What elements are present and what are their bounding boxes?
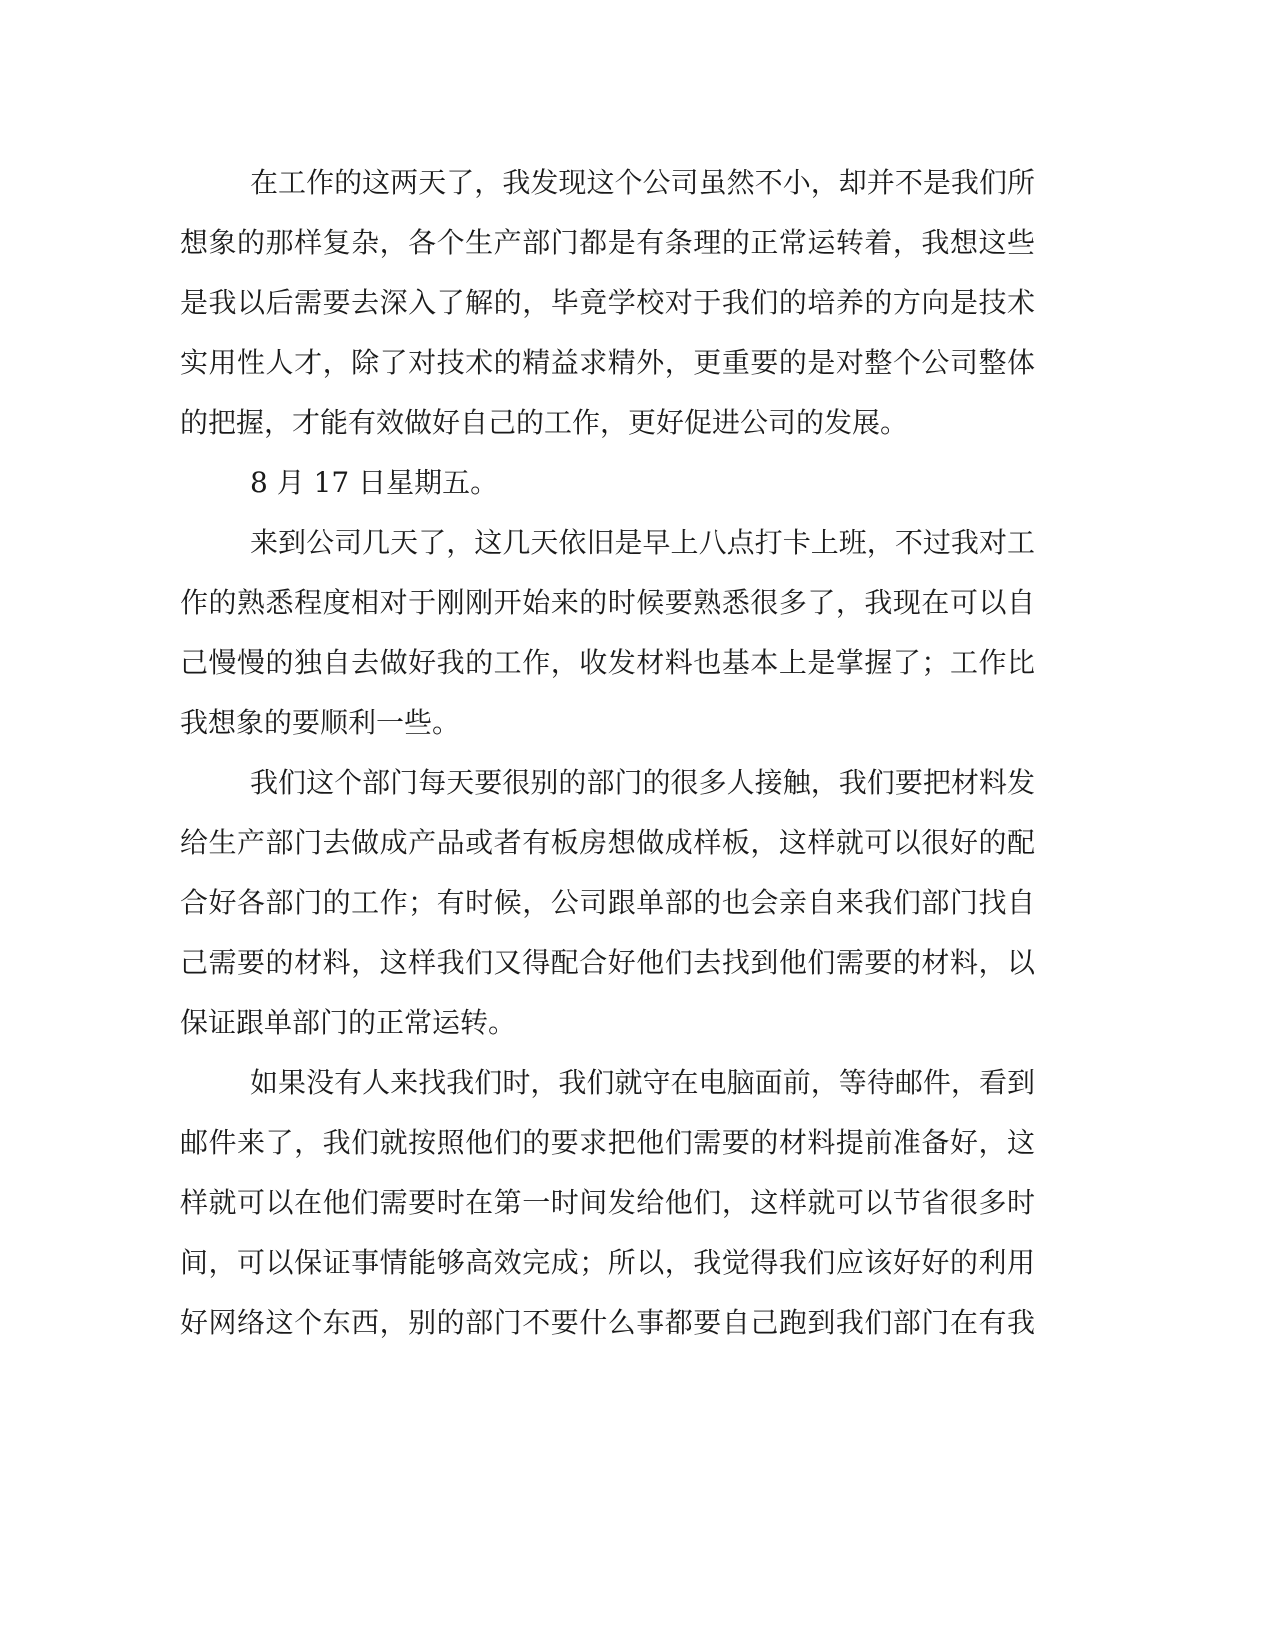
text-line: 在工作的这两天了，我发现这个公司虽然不小，却并不是我们所 [250,166,1035,199]
text-line: 如果没有人来找我们时，我们就守在电脑面前，等待邮件，看到 [250,1066,1035,1099]
text-line: 保证跟单部门的正常运转。 [180,1006,517,1039]
text-line: 合好各部门的工作；有时候，公司跟单部的也会亲自来我们部门找自 [180,886,1035,919]
document-page [180,153,1035,1353]
text-line: 好网络这个东西，别的部门不要什么事都要自己跑到我们部门在有我 [180,1306,1035,1339]
text-line: 给生产部门去做成产品或者有板房想做成样板，这样就可以很好的配 [180,826,1035,859]
paragraph-4 [180,1053,1035,1353]
paragraph-1 [180,153,1035,453]
paragraph-date [180,453,1035,513]
text-line: 想象的那样复杂，各个生产部门都是有条理的正常运转着，我想这些 [180,226,1035,259]
text-line: 己慢慢的独自去做好我的工作，收发材料也基本上是掌握了；工作比 [180,646,1035,679]
date-line: 8 月 17 日星期五。 [250,466,499,499]
paragraph-2 [180,513,1035,753]
text-line: 实用性人才，除了对技术的精益求精外，更重要的是对整个公司整体 [180,346,1035,379]
paragraph-3 [180,753,1035,1053]
text-line: 样就可以在他们需要时在第一时间发给他们，这样就可以节省很多时 [180,1186,1035,1219]
text-line: 我想象的要顺利一些。 [180,706,461,739]
text-line: 来到公司几天了，这几天依旧是早上八点打卡上班，不过我对工 [250,526,1035,559]
text-line: 的把握，才能有效做好自己的工作，更好促进公司的发展。 [180,406,909,439]
text-line: 我们这个部门每天要很别的部门的很多人接触，我们要把材料发 [250,766,1035,799]
text-line: 己需要的材料，这样我们又得配合好他们去找到他们需要的材料，以 [180,946,1035,979]
text-line: 间，可以保证事情能够高效完成；所以，我觉得我们应该好好的利用 [180,1246,1035,1279]
text-line: 是我以后需要去深入了解的，毕竟学校对于我们的培养的方向是技术 [180,286,1035,319]
text-line: 邮件来了，我们就按照他们的要求把他们需要的材料提前准备好，这 [180,1126,1035,1159]
text-line: 作的熟悉程度相对于刚刚开始来的时候要熟悉很多了，我现在可以自 [180,586,1035,619]
